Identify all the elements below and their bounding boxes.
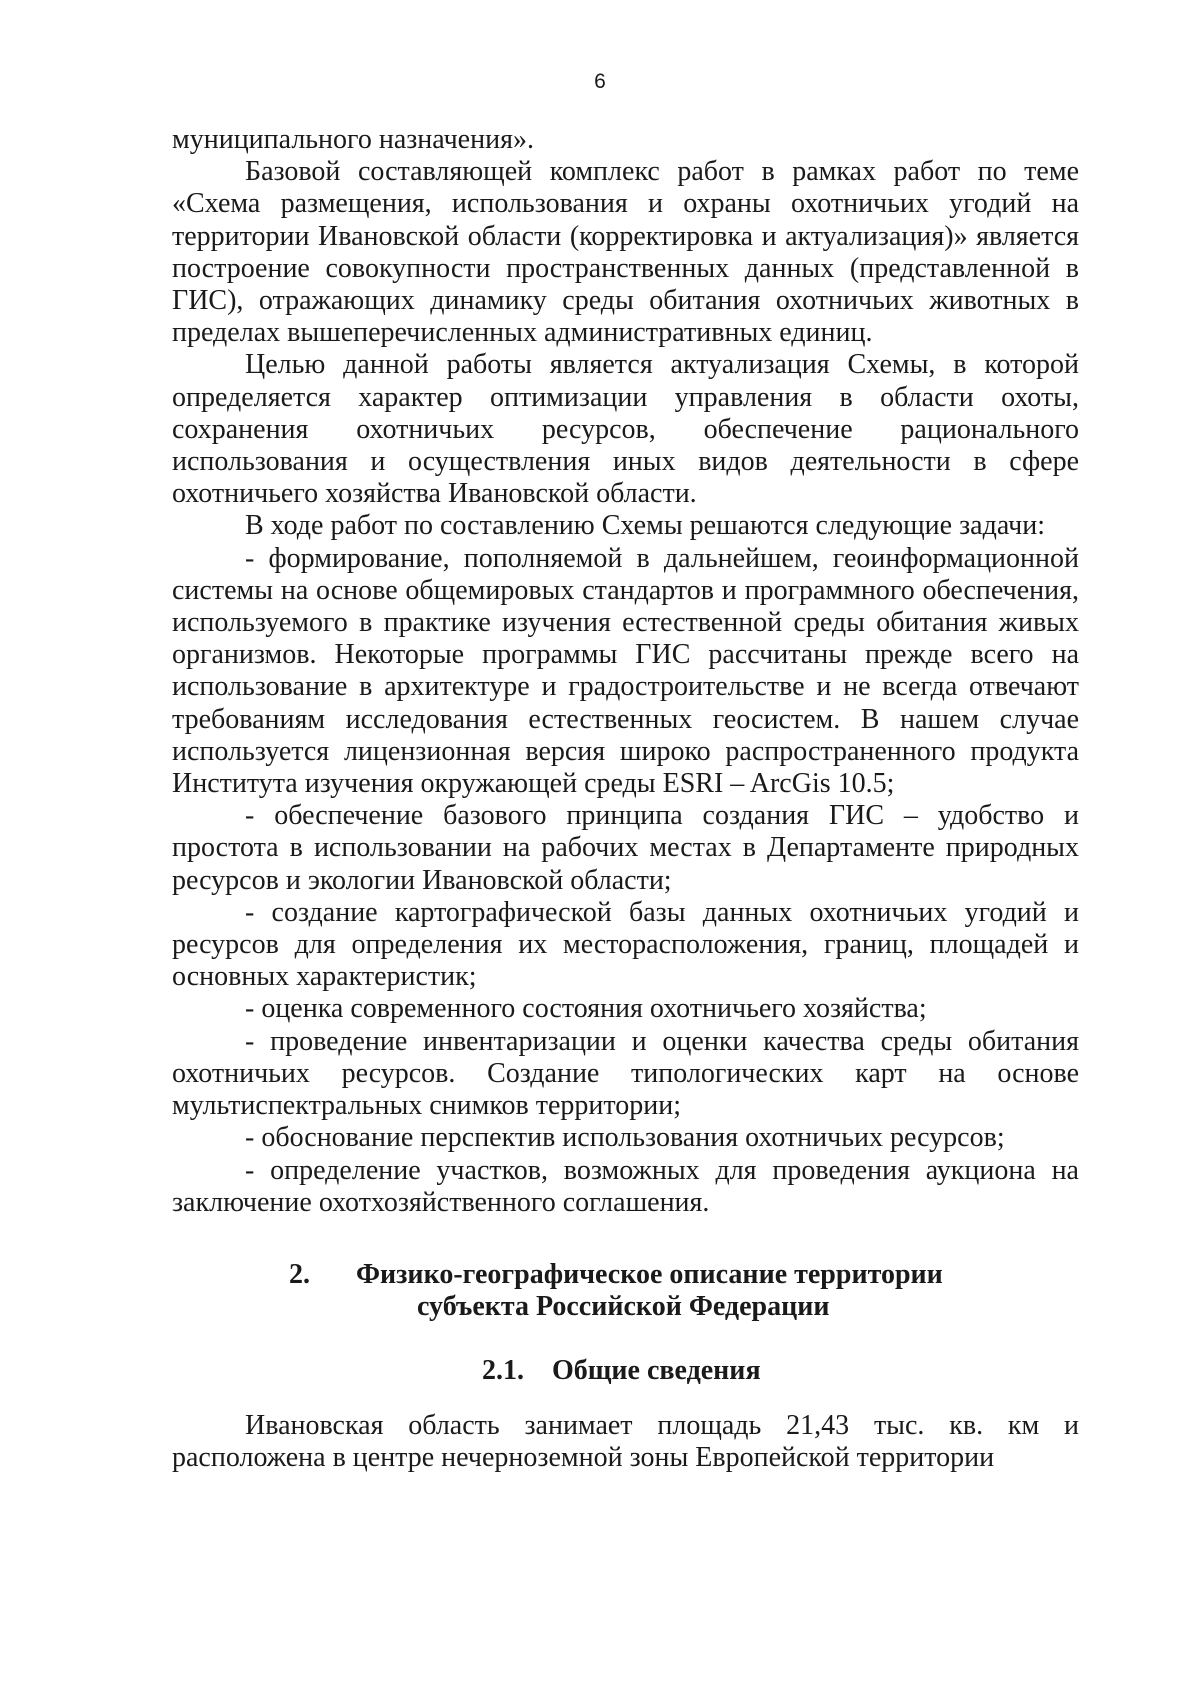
- task-item-state-assessment: - оценка современного состояния охотничьего хозяйства;: [245, 993, 927, 1025]
- subsection-heading: [172, 1355, 1079, 1387]
- section-title-line2: субъекта Российской Федерации: [417, 1291, 830, 1323]
- paragraph-tasks-intro: В ходе работ по составлению Схемы решаются следующие задачи:: [245, 510, 1045, 542]
- task-item-cartographic-database: - создание картографической базы данных охотничьих угодий и ресурсов для определения их месторасположения, границ, площадей и основных характеристик;: [172, 896, 1079, 993]
- task-item-usability: - обеспечение базового принципа создания ГИС – удобство и простота в использовании на рабочих местах в Департаменте природных ресурсов и экологии Ивановской области;: [172, 800, 1079, 896]
- subsection-number: 2.1.: [482, 1355, 524, 1387]
- task-item-inventory: - проведение инвентаризации и оценки качества среды обитания охотничьих ресурсов. Создание типологических карт на основе мультиспектральных снимков территории;: [172, 1025, 1079, 1122]
- section-heading-line1: [172, 1259, 1079, 1291]
- paragraph-goal: Целью данной работы является актуализация Схемы, в которой определяется характер оптимизации управления в области охоты, сохранения охотничьих ресурсов, обеспечение рационального использования и осуществления иных видов деятельности в сфере охотничьего хозяйства Ивановской области.: [172, 349, 1079, 510]
- section-title-line1: Физико-географическое описание территории: [356, 1258, 943, 1290]
- task-item-gis-formation: - формирование, пополняемой в дальнейшем, геоинформационной системы на основе общемировых стандартов и программного обеспечения, используемого в практике изучения естественной среды обитания живых организмов. Некоторые программы ГИС рассчитаны прежде всего на использование в архитектуре и градостроительстве и не всегда отвечают требованиям исследования естественных геосистем. В нашем случае используется лицензионная версия широко распространенного продукта Института изучения окружающей среды ESRI – ArcGis 10.5;: [172, 542, 1079, 800]
- task-item-auction-areas: - определение участков, возможных для проведения аукциона на заключение охотхозяйственного соглашения.: [172, 1154, 1079, 1218]
- document-body: [172, 124, 1079, 1474]
- section-heading: [172, 1259, 1079, 1323]
- paragraph-base-component: Базовой составляющей комплекс работ в рамках работ по теме «Схема размещения, использования и охраны охотничьих угодий на территории Ивановской области (корректировка и актуализация)» является построение совокупности пространственных данных (представленной в ГИС), отражающих динамику среды обитания охотничьих животных в пределах вышеперечисленных административных единиц.: [172, 156, 1079, 349]
- paragraph-area-description: Ивановская область занимает площадь 21,43 тыс. кв. км и расположена в центре нечерноземной зоны Европейской территории: [172, 1409, 1079, 1473]
- page-number: 6: [594, 70, 606, 93]
- subsection-title: Общие сведения: [552, 1355, 761, 1387]
- task-item-prospects: - обоснование перспектив использования охотничьих ресурсов;: [245, 1122, 1005, 1154]
- section-number: 2.: [289, 1258, 310, 1290]
- paragraph-continuation: муниципального назначения».: [172, 124, 534, 155]
